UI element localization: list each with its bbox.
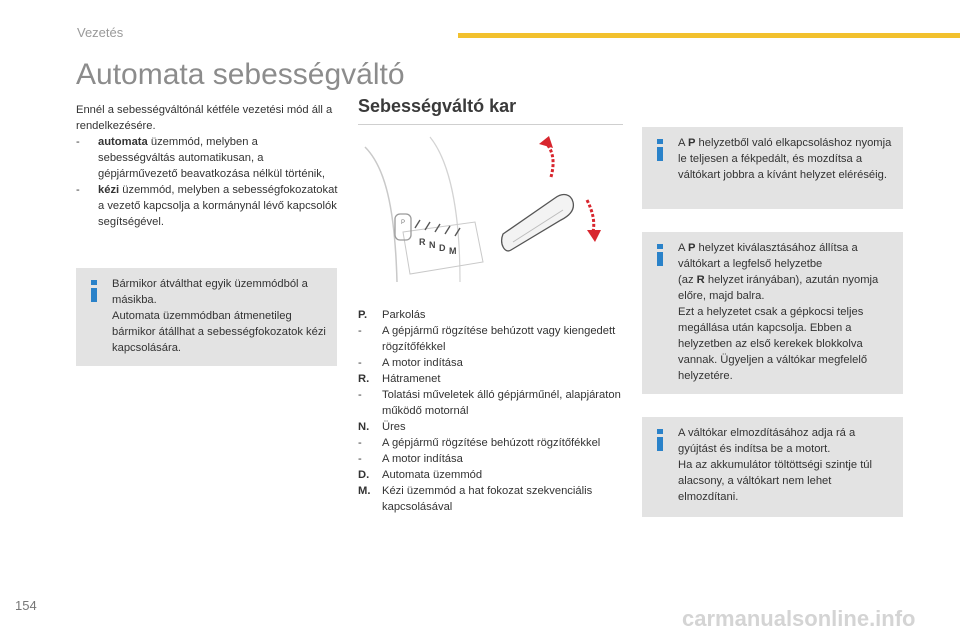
position-row: - A motor indítása (358, 357, 463, 369)
info-icon (86, 280, 102, 302)
info-box-leave-park: A P helyzetből való elkapcsoláshoz nyomja le teljesen a fékpedált, és mozdítsa a váltókart jobbra a kívánt helyzet eléréséig. (642, 127, 903, 209)
watermark: carmanualsonline.info (682, 606, 916, 631)
gate-letter-n: N (429, 240, 436, 250)
intro-bullet-automatic (76, 134, 338, 182)
bullet-dash: - (76, 136, 80, 148)
gate-letter-p: P (401, 220, 406, 226)
position-row: - A motor indítása (358, 453, 463, 465)
position-row: M. Kézi üzemmód a hat fokozat szekvenciális kapcsolásával (358, 485, 593, 513)
gate-letter-r: R (419, 237, 426, 247)
info-icon (652, 139, 668, 161)
position-row: P. Parkolás (358, 309, 426, 321)
gear-lever (502, 195, 574, 251)
position-row: - A gépjármű rögzítése behúzott rögzítőfékkel (358, 437, 601, 449)
arrow-up (547, 144, 553, 177)
intro-text (76, 102, 338, 230)
gate-letter-d: D (439, 243, 446, 253)
gear-lever-illustration (355, 132, 625, 292)
bullet-dash: - (76, 184, 80, 196)
position-row: N. Üres (358, 421, 406, 433)
section-label: Vezetés (77, 25, 124, 40)
arrow-down (587, 200, 594, 232)
info-line: Bármikor átválthat egyik üzemmódból a másikba. (112, 278, 308, 306)
heading-divider (358, 124, 623, 125)
info-box-select-park: A P helyzet kiválasztásához állítsa a váltókart a legfelső helyzetbe (az R helyzet irányában), azután nyomja előre, majd balra. Ezt a helyzetet csak a gépkocsi teljes megállása után kapcsolja. Ebben a helyzetben az első kerekek blokkolva vannak. Ügyeljen a váltókar megfelelő helyzetére. (642, 232, 903, 394)
gear-gate-indicator (395, 214, 411, 240)
position-row: R. Hátramenet (358, 373, 441, 385)
bullet-term: automata (98, 136, 148, 148)
page-number: 154 (15, 598, 37, 613)
info-icon (652, 244, 668, 266)
bullet-term: kézi (98, 184, 120, 196)
info-line: Ha az akkumulátor töltöttségi szintje túl alacsony, a váltókart nem lehet elmozdítani. (678, 459, 873, 503)
info-line: Ezt a helyzetet csak a gépkocsi teljes megállása után kapcsolja. Ebben a helyzetben az első kerekek blokkolva vannak. Ügyeljen a váltókar megfelelő helyzetére. (678, 306, 868, 382)
info-box-ignition (642, 417, 903, 517)
accent-bar (458, 33, 960, 38)
page-title: Automata sebességváltó (76, 58, 405, 91)
gear-positions-list (358, 307, 623, 515)
info-icon (652, 429, 668, 451)
position-row: - A gépjármű rögzítése behúzott vagy kiengedett rögzítőfékkel (358, 325, 616, 353)
intro-lead: Ennél a sebességváltónál kétféle vezetési mód áll a rendelkezésére. (76, 104, 333, 132)
position-row: - Tolatási műveletek álló gépjárműnél, alapjáraton működő motornál (358, 389, 621, 417)
info-line: Automata üzemmódban átmenetileg bármikor átállhat a sebességfokozatok kézi kapcsolására. (112, 310, 326, 354)
bullet-text: üzemmód, melyben a sebességváltás automatikusan, a gépjárművezető beavatkozása nélkül történik, (98, 136, 325, 180)
info-line: A váltókar elmozdításához adja rá a gyújtást és indítsa be a motort. (678, 427, 856, 455)
bullet-text: üzemmód, melyben a sebességfokozatokat a vezető kapcsolja a kormánynál lévő kapcsolók segítségével. (98, 184, 338, 228)
gate-letter-m: M (449, 246, 457, 256)
position-row: D. Automata üzemmód (358, 469, 483, 481)
intro-bullet-manual (76, 182, 338, 230)
info-box-mode-switch (76, 268, 337, 366)
section-heading-gear-lever: Sebességváltó kar (358, 96, 517, 116)
